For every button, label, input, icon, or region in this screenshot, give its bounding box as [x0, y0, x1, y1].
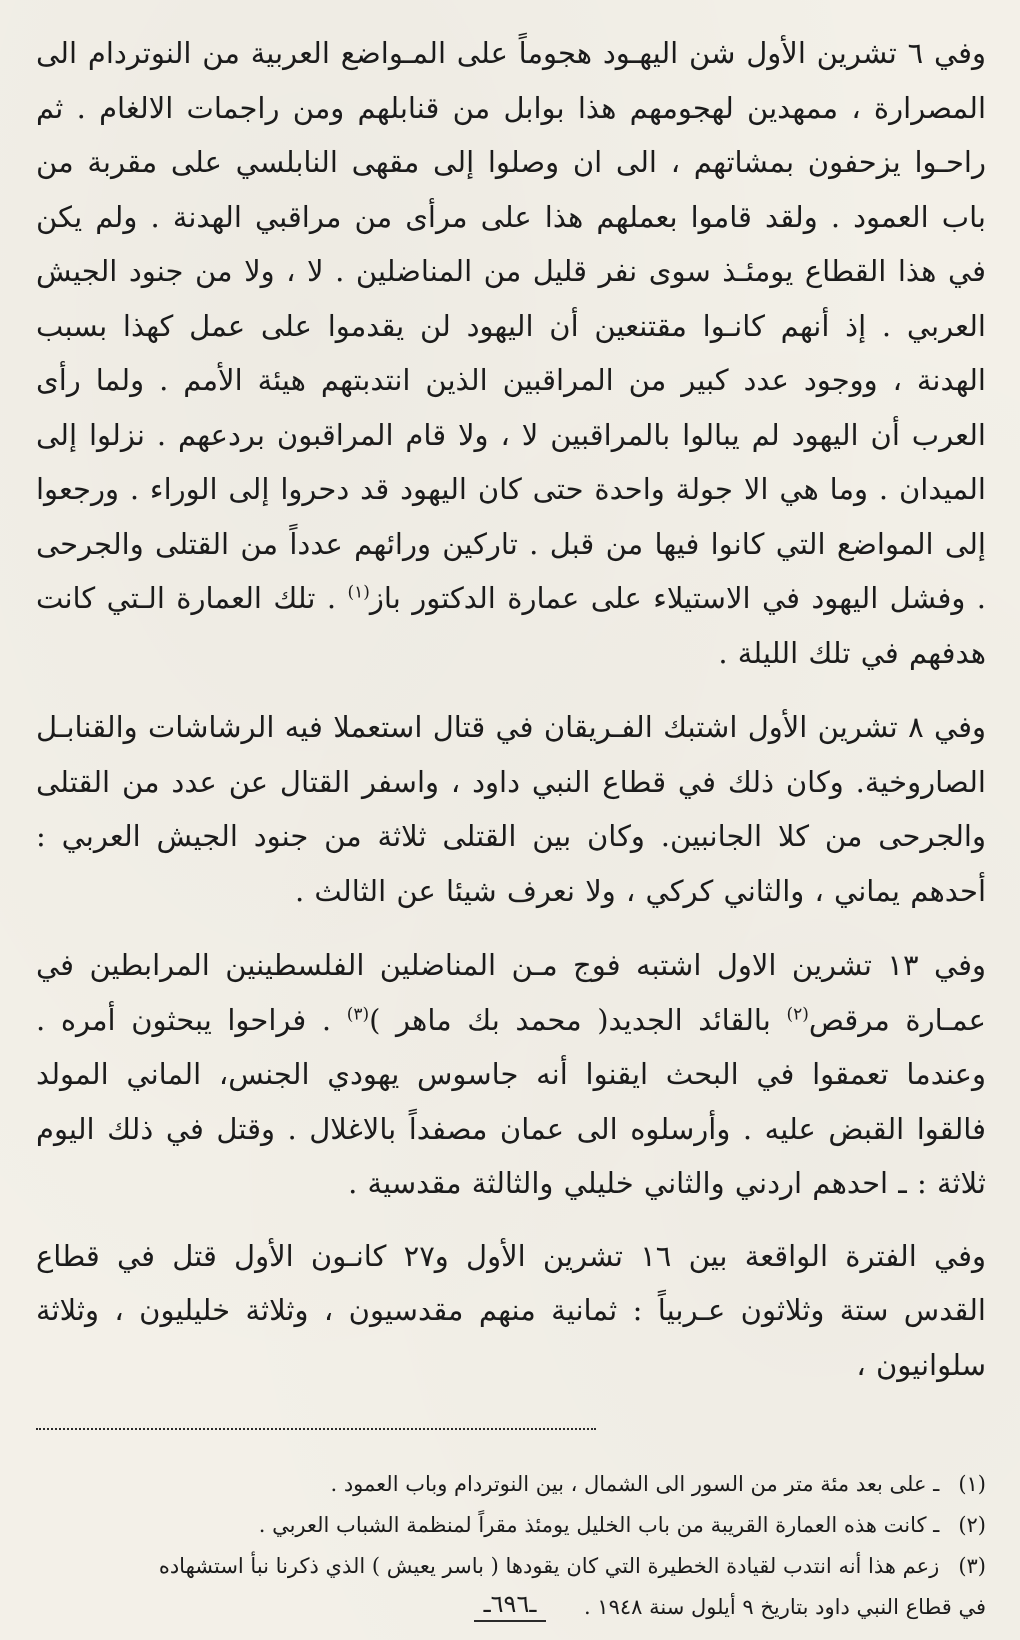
footnote-ref-2[interactable]: (٢) — [786, 1003, 809, 1024]
paragraph-text: بالقائد الجديد( محمد بك ماهر ) — [369, 1002, 787, 1037]
paragraph-text: وفي ٦ تشرين الأول شن اليهـود هجوماً على المـواضع العربية من النوتردام الى المصرارة ، ممهدين لهجومهم هذا بوابل من قنابلهم ومن راجمات الالغام . ثم راحـوا يزحفون بمشاتهم ، الى ان وصلوا إلى مقهى النابلسي على مقربة من باب العمود . ولقد قاموا بعملهم هذا على مرأى من مراقبي الهدنة . ولم يكن في هذا القطاع يومئـذ سوى نفر قليل من المناضلين . لا ، ولا من جنود الجيش العربي . إذ أنهم كانـوا مقتنعين أن اليهود لن يقدموا على عمل كهذا بسبب الهدنة ، ووجود عدد كبير من المراقبين الذين انتدبتهم هيئة الأمم . ولما رأى العرب أن اليهود لم يبالوا بالمراقبين لا ، ولا قام المراقبون بردعهم . نزلوا إلى الميدان . وما هي الا جولة واحدة حتى كان اليهود قد دحروا إلى الوراء . ورجعوا إلى المواضع التي كانوا فيها من قبل . تاركين ورائهم عدداً من القتلى والجرحى . وفشل اليهود في الاستيلاء على عمارة الدكتور باز — [36, 36, 986, 615]
footnote-number: (١) — [958, 1472, 986, 1496]
footnote-text: ـ كانت هذه العمارة القريبة من باب الخليل يومئذ مقراً لمنظمة الشباب العربي . — [258, 1513, 940, 1537]
footnote-number: (٢) — [958, 1513, 986, 1537]
footnote-separator — [36, 1428, 596, 1430]
footnote-ref-1[interactable]: (١) — [347, 582, 370, 603]
page-number — [0, 1590, 1020, 1622]
footnote-2 — [36, 1505, 986, 1546]
paragraph-october-13 — [36, 938, 986, 1211]
footnote-text: ـ على بعد مئة متر من السور الى الشمال ، بين النوتردام وباب العمود . — [330, 1472, 940, 1496]
footnote-ref-3[interactable]: (٣) — [346, 1003, 370, 1024]
paragraph-october-8: وفي ٨ تشرين الأول اشتبك الفـريقان في قتال استعملا فيه الرشاشات والقنابـل الصاروخية. وكان ذلك في قطاع النبي داود ، واسفر القتال عن عدد من القتلى والجرحى من كلا الجانبين. وكان بين القتلى ثلاثة من جنود الجيش العربي : أحدهم يماني ، والثاني كركي ، ولا نعرف شيئا عن الثالث . — [36, 710, 986, 908]
paragraph-text: . تلك العمارة الـتي كانت هدفهم في تلك الليلة . — [36, 581, 986, 670]
footnote-1 — [36, 1464, 986, 1505]
paragraph-october-6 — [36, 26, 986, 680]
footnote-3-continuation: في قطاع النبي داود بتاريخ ٩ أيلول سنة ١٩٤٨ . — [583, 1595, 986, 1619]
footnote-number: (٣) — [958, 1554, 986, 1578]
footnote-3 — [36, 1546, 986, 1587]
paragraph-period-summary: وفي الفترة الواقعة بين ١٦ تشرين الأول و٢٧ كانـون الأول قتل في قطاع القدس ستة وثلاثون عـربياً : ثمانية منهم مقدسيون ، وثلاثة خليليون ، وثلاثة سلوانيون ، — [36, 1238, 987, 1382]
footnote-text: زعم هذا أنه انتدب لقيادة الخطيرة التي كان يقودها ( باسر يعيش ) الذي ذكرنا نبأ استشهاده — [158, 1554, 940, 1578]
paragraph-text: . فراحوا يبحثون أمره . وعندما تعمقوا في البحث ايقنوا أنه جاسوس يهودي الجنس، الماني المولد فالقوا القبض عليه . وأرسلوه الى عمان مصفداً بالاغلال . وقتل في ذلك اليوم ثلاثة : ـ احدهم اردني والثاني خليلي والثالثة مقدسية . — [36, 1002, 986, 1200]
paragraph-text: وفي ١٣ تشرين الاول اشتبه فوج مـن المناضلين الفلسطينين المرابطين في عمـارة مرقص — [36, 948, 986, 1037]
page-number-text: ـ٦٩٦ـ — [474, 1590, 547, 1622]
